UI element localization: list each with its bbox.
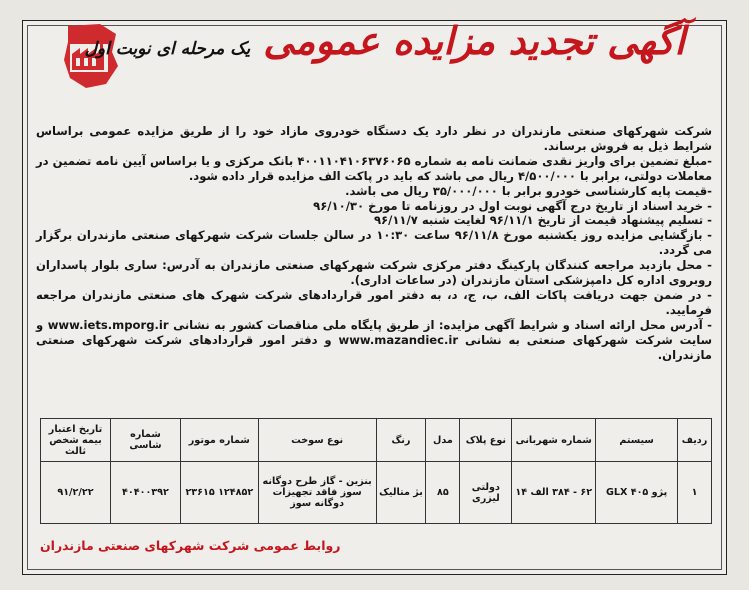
cell-row-number: ۱ [678, 462, 712, 524]
cell-fuel-type: بنزین - گاز طرح دوگانه سوز فاقد تجهیزات دوگانه سوز [258, 462, 376, 524]
paragraph-intro: شرکت شهرکهای صنعتی مازندران در نظر دارد یک دستگاه خودروی مازاد خود را از طریق مزایده عمومی براساس شرایط ذیل به فروش برساند. [36, 124, 712, 153]
cell-model: ۸۵ [426, 462, 460, 524]
title-subtitle: یک مرحله ای نوبت اول [84, 39, 251, 59]
title-main: آگهی تجدید مزایده عمومی [263, 18, 685, 63]
cell-police-number: ۶۲ - ۳۸۴ الف ۱۴ [512, 462, 596, 524]
paragraph-guarantee: -مبلغ تضمین برای واریز نقدی ضمانت نامه به شماره ۴۰۰۱۱۰۴۱۰۶۳۷۶۰۶۵ بانک مرکزی و یا براساس آیین نامه تضمین در معاملات دولتی، برابر با ۴/۵۰۰/۰۰۰ ریال می باشد که باید در پاکت الف مزایده قرار داده شود. [36, 153, 712, 183]
header-engine-number: شماره موتور [180, 419, 258, 462]
header-model: مدل [426, 419, 460, 462]
paragraph-opening: - بازگشایی مزایده روز یکشنبه مورخ ۹۶/۱۱/۸ ساعت ۱۰:۳۰ در سالن جلسات شرکت شهرکهای صنعتی مازندران برگزار می گردد. [36, 228, 712, 258]
cell-plate-type: دولتی لیزری [460, 462, 512, 524]
paragraph-base-price: -قیمت پایه کارشناسی خودرو برابر با ۳۵/۰۰۰/۰۰۰ ریال می باشد. [345, 183, 712, 198]
cell-insurance-validity: ۹۱/۲/۲۲ [41, 462, 111, 524]
header-color: رنگ [376, 419, 426, 462]
paragraph-visit-location: - محل بازدید مراجعه کنندگان پارکینگ دفتر مرکزی شرکت شهرکهای صنعتی مازندران به آدرس: ساری بلوار پاسداران روبروی اداره کل دامپزشکی استان مازندران (در ساعات اداری). [36, 258, 712, 288]
paragraph-document-purchase: - خرید اسناد از تاریخ درج آگهی نوبت اول در روزنامه تا مورخ ۹۶/۱۰/۳۰ [313, 198, 712, 213]
header-system: سیستم [596, 419, 678, 462]
table-header-row [41, 419, 712, 462]
cell-engine-number: ۱۲۴۸۵۲ ۲۳۶۱۵ [180, 462, 258, 524]
notice-body [36, 124, 712, 363]
header-police-number: شماره شهربانی [512, 419, 596, 462]
paragraph-address: - آدرس محل ارائه اسناد و شرایط آگهی مزایده: از طریق پایگاه ملی مناقصات کشور به نشانی www.iets.mporg.ir و سایت شرکت شهرکهای صنعتی به نشانی www.mazandiec.ir و دفتر امور قراردادهای شرکت شهرکهای صنعتی مازندران. [36, 317, 712, 362]
header-fuel-type: نوع سوخت [258, 419, 376, 462]
cell-chassis-number: ۴۰۴۰۰۳۹۲ [110, 462, 180, 524]
paragraph-envelopes: - در ضمن جهت دریافت پاکات الف، ب، ج، د، به دفتر امور قراردادهای شرکت شهرک های صنعتی مازندران مراجعه فرمایید. [36, 287, 712, 317]
vehicle-table [40, 418, 712, 524]
cell-system: پژو GLX ۴۰۵ [596, 462, 678, 524]
header-row-number: ردیف [678, 419, 712, 462]
header-chassis-number: شماره شاسی [110, 419, 180, 462]
notice-title [84, 18, 685, 78]
header-plate-type: نوع پلاک [460, 419, 512, 462]
header-insurance-validity: تاریخ اعتبار بیمه شخص ثالث [41, 419, 111, 462]
table-row [41, 462, 712, 524]
cell-color: بژ متالیک [376, 462, 426, 524]
paragraph-bid-submission: - تسلیم پیشنهاد قیمت از تاریخ ۹۶/۱۱/۱ لغایت شنبه ۹۶/۱۱/۷ [373, 213, 712, 228]
footer-public-relations: روابط عمومی شرکت شهرکهای صنعتی مازندران [40, 538, 341, 553]
